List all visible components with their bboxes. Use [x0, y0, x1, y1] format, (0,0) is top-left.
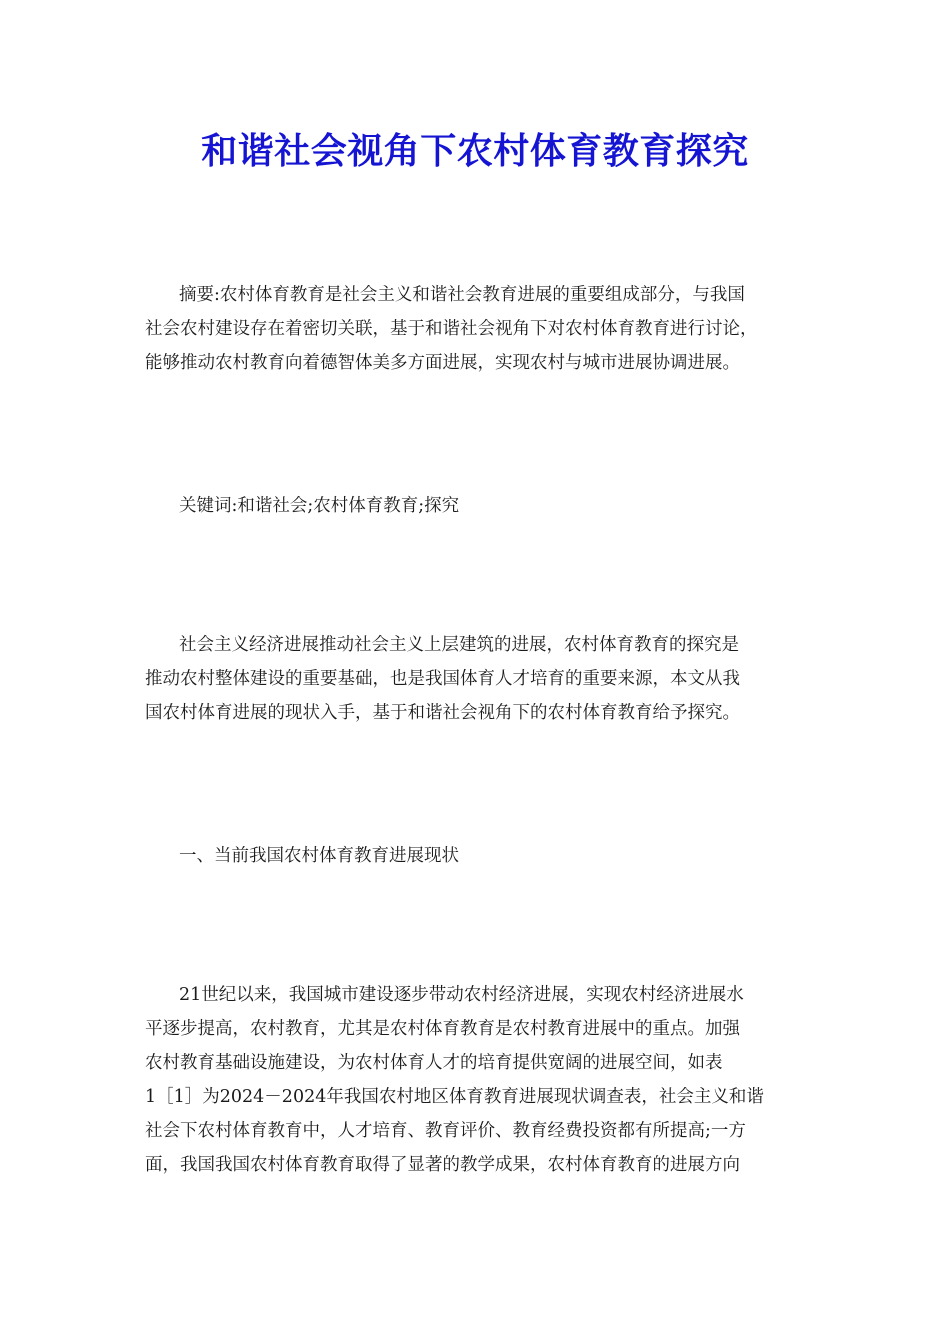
intro-line: 国农村体育进展的现状入手，基于和谐社会视角下的农村体育教育给予探究。 — [145, 703, 740, 723]
body-line: 平逐步提高，农村教育，尤其是农村体育教育是农村教育进展中的重点。加强 — [145, 1019, 740, 1039]
section-heading — [145, 839, 809, 873]
intro-paragraph — [145, 628, 809, 730]
document-title: 和谐社会视角下农村体育教育探究 — [201, 131, 749, 172]
intro-line: 社会主义经济进展推动社会主义上层建筑的进展，农村体育教育的探究是 — [179, 635, 739, 655]
body-line: 1［1］为2024－2024年我国农村地区体育教育进展现状调查表，社会主义和谐 — [145, 1087, 764, 1107]
abstract-line: 摘要:农村体育教育是社会主义和谐社会教育进展的重要组成部分，与我国 — [179, 285, 745, 305]
abstract-line: 社会农村建设存在着密切关联，基于和谐社会视角下对农村体育教育进行讨论， — [145, 319, 758, 339]
section-body-paragraph — [145, 978, 809, 1182]
keywords-line: 关键词:和谐社会;农村体育教育;探究 — [179, 496, 460, 516]
abstract-paragraph — [145, 278, 809, 380]
section-heading-line: 一、当前我国农村体育教育进展现状 — [179, 846, 459, 866]
intro-line: 推动农村整体建设的重要基础，也是我国体育人才培育的重要来源，本文从我 — [145, 669, 740, 689]
keywords-paragraph — [145, 489, 809, 523]
body-line: 农村教育基础设施建设，为农村体育人才的培育提供宽阔的进展空间，如表 — [145, 1053, 723, 1073]
body-line: 面，我国我国农村体育教育取得了显著的教学成果，农村体育教育的进展方向 — [145, 1155, 740, 1175]
abstract-line: 能够推动农村教育向着德智体美多方面进展，实现农村与城市进展协调进展。 — [145, 353, 740, 373]
body-line: 社会下农村体育教育中，人才培育、教育评价、教育经费投资都有所提高;一方 — [145, 1121, 746, 1141]
body-line: 21世纪以来，我国城市建设逐步带动农村经济进展，实现农村经济进展水 — [179, 985, 744, 1005]
